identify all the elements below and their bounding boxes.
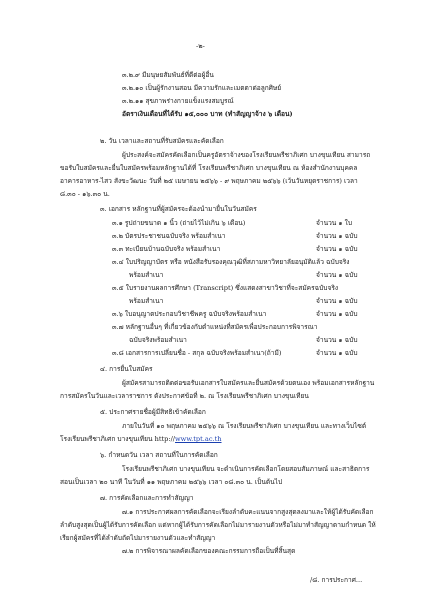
section-heading: ๖. กำหนดวัน เวลา สถานที่ในการคัดเลือก	[100, 451, 218, 459]
document-item-cont: พร้อมสำเนา	[129, 271, 164, 279]
paragraph-line: อาคารอาหาร-ไสว สังขะวัฒนะ วันที่ ๒๕ เมษายน ๒๕๖๖ - ๙ พฤษภาคม ๒๕๖๖ (เว้นวันหยุดราชการ) เวลา	[60, 177, 358, 185]
paragraph-line: ภายในวันที่ ๑๐ พฤษภาคม ๒๕๖๖ ณ โรงเรียนพรีชาภิเศก บางขุนเทียน และทางเว็บไซต์	[122, 422, 367, 430]
page-number: -๒-	[196, 42, 205, 50]
paragraph-line: ๗.๒ การพิจารณาผลคัดเลือกของคณะกรรมการถือเป็นที่สิ้นสุด	[122, 547, 296, 555]
document-item: ๓.๑ รูปถ่ายขนาด ๑ นิ้ว (ถ่ายไว้ไม่เกิน ๖ เดือน)	[112, 219, 246, 227]
document-item: ๓.๕ ใบรายงานผลการศึกษา (Transcript) ซึ่งแสดงสาขาวิชาที่จะสมัครฉบับจริง	[112, 284, 339, 292]
section-heading: ๔. การยื่นใบสมัคร	[100, 365, 153, 373]
paragraph-text: โรงเรียนพรีชาภิเศก บางขุนเทียน http://	[60, 435, 176, 443]
document-qty: จำนวน ๑ ใบ	[316, 219, 353, 227]
section-heading: ๕. ประกาศรายชื่อผู้มีสิทธิเข้าคัดเลือก	[100, 408, 206, 416]
section-heading: ๗. การคัดเลือกและการทำสัญญา	[100, 494, 194, 502]
document-item: ๓.๓ ทะเบียนบ้านฉบับจริง พร้อมสำเนา	[112, 245, 221, 253]
paragraph-line: ลำดับสูงสุดเป็นผู้ได้รับการคัดเลือก แต่หากผู้ได้รับการคัดเลือกไม่มารายงานตัวหรือไม่มาทำสัญญาตามกำหนด ให้	[60, 521, 376, 529]
paragraph-line: สอนเป็นเวลา ๒๐ นาที ในวันที่ ๑๑ พฤษภาคม ๒๕๖๖ เวลา ๐๘.๓๐ น. เป็นต้นไป	[60, 478, 283, 486]
document-qty: จำนวน ๑ ฉบับ	[316, 349, 358, 357]
section-heading: ๓. เอกสาร หลักฐานที่ผู้สมัครจะต้องนำมายื่นในวันสมัคร	[100, 205, 257, 213]
section-heading: ๒. วัน เวลาและสถานที่รับสมัครและคัดเลือก	[100, 137, 224, 145]
document-item-cont: พร้อมสำเนา	[129, 297, 164, 305]
paragraph-line: เรียกผู้สมัครที่ได้ลำดับถัดไปมารายงานตัวและทำสัญญา	[60, 534, 216, 542]
paragraph-line: ๘.๓๐ - ๑๖.๓๐ น.	[60, 190, 110, 198]
qualification-item: ๓.๒.๑๑ สุขภาพร่างกายแข็งแรงสมบูรณ์	[122, 97, 234, 105]
document-item-cont: ฉบับจริงพร้อมสำเนา	[129, 336, 187, 344]
document-qty: จำนวน ๑ ฉบับ	[316, 245, 358, 253]
document-qty: จำนวน ๑ ฉบับ	[316, 297, 358, 305]
document-qty: จำนวน ๑ ฉบับ	[316, 310, 358, 318]
paragraph-line: โรงเรียนพรีชาภิเศก บางขุนเทียน จะดำเนินการคัดเลือกโดยสอบสัมภาษณ์ และสาธิตการ	[122, 465, 370, 473]
paragraph-line: ผู้ประสงค์จะสมัครคัดเลือกเป็นครูอัตราจ้างของโรงเรียนพรีชาภิเศก บางขุนเทียน สามารถ	[122, 151, 371, 159]
school-website-link[interactable]: www.tpt.ac.th	[175, 435, 222, 443]
salary-line: อัตราเงินเดือนที่ได้รับ ๑๕,๐๐๐ บาท (ทำสัญญาจ้าง ๖ เดือน)	[122, 110, 293, 118]
paragraph-line: ขอรับใบสมัครและยื่นใบสมัครพร้อมหลักฐานได้ที่ โรงเรียนพรีชาภิเศก บางขุนเทียน ณ ห้องสำนักงานบุคคล	[60, 164, 358, 172]
qualification-item: ๓.๒.๙ มีมนุษยสัมพันธ์ที่ดีต่อผู้อื่น	[122, 71, 214, 79]
document-item: ๓.๖ ใบอนุญาตประกอบวิชาชีพครู ฉบับจริงพร้อมสำเนา	[112, 310, 267, 318]
paragraph-line: การสมัครในวันและเวลาราชการ ดังประกาศข้อที่ ๒. ณ โรงเรียนพรีชาภิเศก บางขุนเทียน	[60, 392, 309, 400]
document-qty: จำนวน ๑ ฉบับ	[316, 271, 358, 279]
document-item: ๓.๒ บัตรประชาชนฉบับจริง พร้อมสำเนา	[112, 232, 226, 240]
document-item: ๓.๗ หลักฐานอื่นๆ ที่เกี่ยวข้องกับตำแหน่งที่สมัครเพื่อประกอบการพิจารณา	[112, 323, 318, 331]
document-qty: จำนวน ๑ ฉบับ	[316, 336, 358, 344]
paragraph-line: ผู้สมัครสามารถติดต่อขอรับเอกสารใบสมัครและยื่นสมัครด้วยตนเอง พร้อมเอกสารหลักฐาน	[122, 379, 375, 387]
document-item: ๓.๔ ใบปริญญาบัตร หรือ หนังสือรับรองคุณวุฒิที่สภามหาวิทยาลัยอนุมัติแล้ว ฉบับจริง	[112, 258, 350, 266]
document-item: ๓.๘ เอกสารการเปลี่ยนชื่อ - สกุล ฉบับจริงพร้อมสำเนา(ถ้ามี)	[112, 349, 282, 357]
continuation-note: /๘. การประกาศ...	[310, 576, 363, 584]
qualification-item: ๓.๒.๑๐ เป็นผู้รักงานสอน มีความรักและเมตตาต่อลูกศิษย์	[122, 84, 282, 92]
paragraph-line	[60, 435, 222, 443]
document-qty: จำนวน ๑ ฉบับ	[316, 232, 358, 240]
paragraph-line: ๗.๑ การประกาศผลการคัดเลือกจะเรียงลำดับคะแนนจากสูงสุดลงมาและให้ผู้ได้รับคัดเลือก	[122, 508, 374, 516]
